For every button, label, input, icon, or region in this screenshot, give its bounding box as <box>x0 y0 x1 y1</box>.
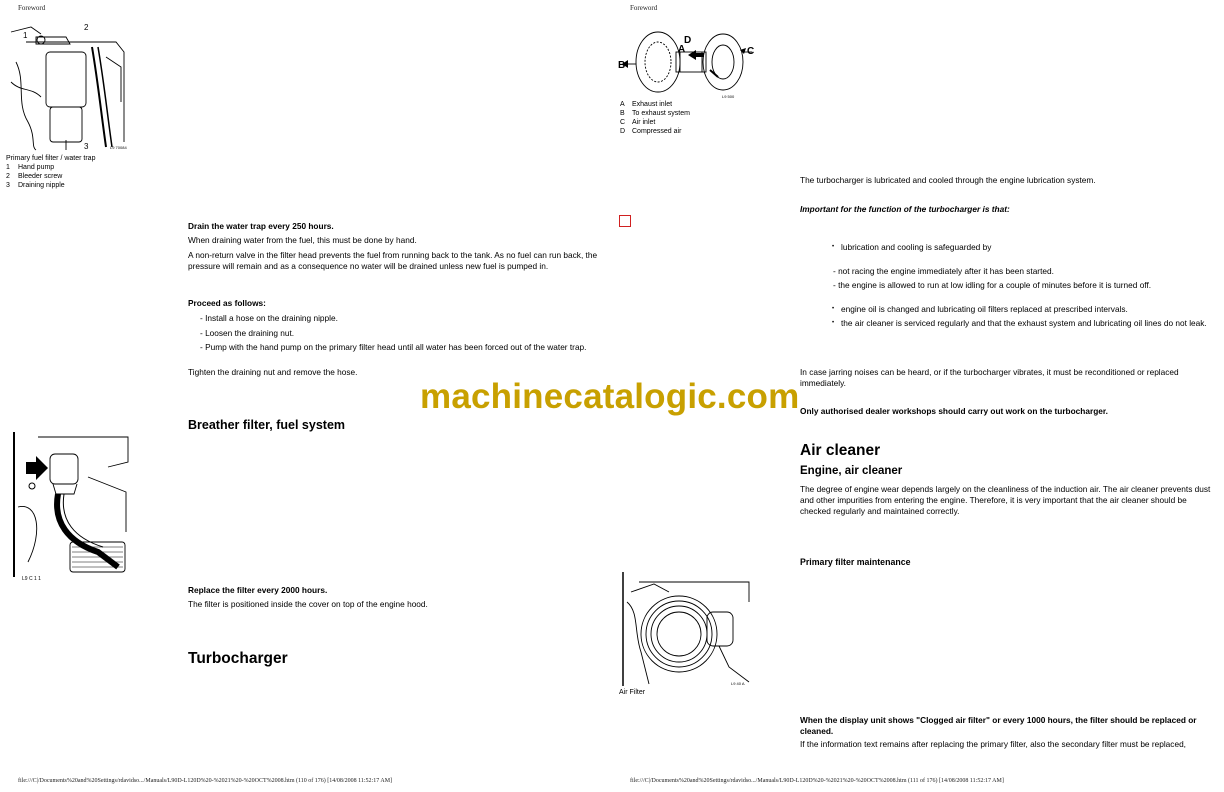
caption-item: 1 Hand pump <box>6 164 55 171</box>
figure-label: A <box>678 44 686 55</box>
dash-item: - not racing the engine immediately after it has been started. <box>833 266 1054 276</box>
page-header-right: Foreword <box>630 4 658 12</box>
svg-text:1: 1 <box>23 31 28 40</box>
fuel-filter-caption-title: Primary fuel filter / water trap <box>6 155 96 162</box>
step-item: - Install a hose on the draining nipple. <box>200 313 338 323</box>
engine-air-cleaner-heading: Engine, air cleaner <box>800 465 903 477</box>
clogged-filter-text: When the display unit shows "Clogged air filter" or every 1000 hours, the filter should be replaced or cleaned. <box>800 715 1197 736</box>
broken-image-icon <box>619 215 631 227</box>
figure-label: B <box>618 60 626 71</box>
figure-label: D <box>684 35 692 46</box>
svg-text:L9 70084: L9 70084 <box>110 145 127 150</box>
step-item: - Pump with the hand pump on the primary filter head until all water has been forced out of the water trap. <box>200 342 587 352</box>
caption-item: 2 Bleeder screw <box>6 173 63 180</box>
page-footer-right: file:///C|/Documents%20and%20Settings/rdavidso.../Manuals/L90D-L120D%20-%2021%20-%20OCT%2008.htm (111 of 176) [14/08/2008 11:52:17 AM] <box>630 778 1004 784</box>
primary-filter-heading: Primary filter maintenance <box>800 557 911 567</box>
svg-text:3: 3 <box>84 142 89 151</box>
drain-final: Tighten the draining nut and remove the hose. <box>188 367 358 377</box>
proceed-heading: Proceed as follows: <box>188 298 266 308</box>
turbocharger-heading: Turbocharger <box>188 650 288 667</box>
bullet-item: • the air cleaner is serviced regularly and that the exhaust system and lubricating oil lines do not leak. <box>841 318 1216 329</box>
svg-text:L9 500: L9 500 <box>722 94 735 99</box>
caption-item: C Air inlet <box>620 119 656 126</box>
bullet-item: • engine oil is changed and lubricating oil filters replaced at prescribed intervals. <box>841 304 1128 315</box>
turbo-important: Important for the function of the turbocharger is that: <box>800 204 1010 214</box>
svg-text:L9 C 1 1: L9 C 1 1 <box>22 576 41 582</box>
replace-filter-heading: Replace the filter every 2000 hours. <box>188 585 328 595</box>
breather-filter-illustration <box>8 432 133 582</box>
caption-item: 3 Draining nipple <box>6 182 65 189</box>
air-filter-illustration <box>619 572 755 688</box>
svg-text:L9 40 A: L9 40 A <box>731 681 745 686</box>
turbo-intro: The turbocharger is lubricated and cooled through the engine lubrication system. <box>800 175 1096 185</box>
air-cleaner-heading: Air cleaner <box>800 442 881 459</box>
caption-item: A Exhaust inlet <box>620 101 673 108</box>
fuel-filter-illustration <box>6 22 131 152</box>
page-footer-left: file:///C|/Documents%20and%20Settings/rdavidso.../Manuals/L90D-L120D%20-%2021%20-%20OCT%2008.htm (110 of 176) [14/08/2008 11:52:17 AM] <box>18 778 393 784</box>
page-header-left: Foreword <box>18 4 46 12</box>
secondary-filter-text: If the information text remains after replacing the primary filter, also the secondary filter must be replaced, <box>800 739 1186 749</box>
turbocharger-illustration <box>618 22 758 100</box>
turbo-dealer: Only authorised dealer workshops should carry out work on the turbocharger. <box>800 406 1108 416</box>
caption-item: D Compressed air <box>620 128 682 135</box>
breather-text: The filter is positioned inside the cover on top of the engine hood. <box>188 599 428 609</box>
air-filter-caption: Air Filter <box>619 689 646 696</box>
drain-paragraph-1: When draining water from the fuel, this must be done by hand. <box>188 235 417 245</box>
breather-heading: Breather filter, fuel system <box>188 418 346 432</box>
turbo-jarring: In case jarring noises can be heard, or if the turbocharger vibrates, it must be reconditioned or replaced immediately. <box>800 367 1179 388</box>
bullet-item: • lubrication and cooling is safeguarded by <box>841 242 991 253</box>
air-cleaner-paragraph: The degree of engine wear depends largely on the cleanliness of the induction air. The air cleaner prevents dust and other impurities from entering the engine. Therefore, it is very important that the air cleaner should be checked regularly and maintained correctly. <box>800 484 1211 516</box>
step-item: - Loosen the draining nut. <box>200 328 295 338</box>
drain-paragraph-2: A non-return valve in the filter head prevents the fuel from running back to the tank. As no fuel can run back, the pressure will remain and as a consequence no water will be drained unless new fuel is pumped in. <box>188 250 598 271</box>
dash-item: - the engine is allowed to run at low idling for a couple of minutes before it is turned off. <box>833 280 1152 290</box>
drain-heading: Drain the water trap every 250 hours. <box>188 221 334 231</box>
figure-label: C <box>747 46 755 57</box>
caption-item: B To exhaust system <box>620 110 690 117</box>
svg-text:2: 2 <box>84 23 89 32</box>
watermark: machinecatalogic.com <box>420 377 800 416</box>
